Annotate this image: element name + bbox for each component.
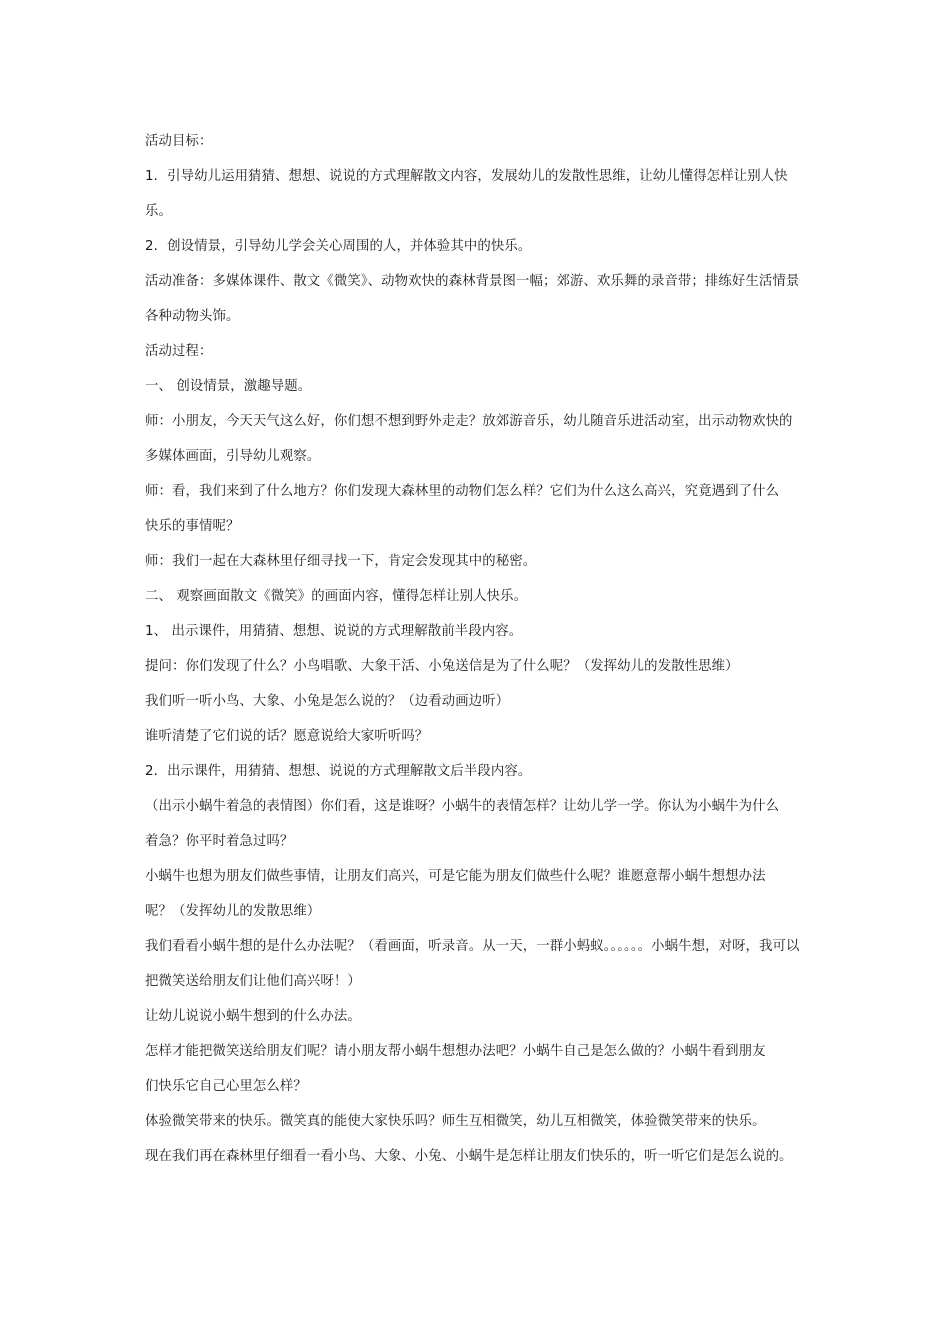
text-line: 2．创设情景，引导幼儿学会关心周围的人，并体验其中的快乐。 [145,239,532,254]
text-line: 各种动物头饰。 [145,309,240,324]
text-line: 我们听一听小鸟、大象、小兔是怎么说的？（边看动画边听） [145,694,510,709]
text-line: 提问：你们发现了什么？小鸟唱歌、大象干活、小兔送信是为了什么呢？（发挥幼儿的发散性思维） [145,659,739,674]
text-line: 乐。 [145,204,172,219]
text-line: 把微笑送给朋友们让他们高兴呀！） [145,974,361,989]
text-line: 一、 创设情景，激趣导题。 [145,379,312,394]
text-line: 1、 出示课件，用猜猜、想想、说说的方式理解散前半段内容。 [145,624,523,639]
text-line: 师：看，我们来到了什么地方？你们发现大森林里的动物们怎么样？它们为什么这么高兴，究竟遇到了什么 [145,484,780,499]
text-line: 活动目标： [145,134,213,149]
text-line: 师：小朋友，今天天气这么好，你们想不想到野外走走？放郊游音乐，幼儿随音乐进活动室，出示动物欢快的 [145,414,793,429]
text-line: 二、 观察画面散文《微笑》的画面内容，懂得怎样让别人快乐。 [145,589,528,604]
text-line: 现在我们再在森林里仔细看一看小鸟、大象、小兔、小蜗牛是怎样让朋友们快乐的，听一听它们是怎么说的。 [145,1149,793,1164]
text-line: 2．出示课件，用猜猜、想想、说说的方式理解散文后半段内容。 [145,764,532,779]
text-line: 我们看看小蜗牛想的是什么办法呢？（看画面，听录音。从一天，一群小蚂蚁。。。。。。小蜗牛想，对呀，我可以 [145,939,800,954]
text-line: （出示小蜗牛着急的表情图）你们看，这是谁呀？小蜗牛的表情怎样？让幼儿学一学。你认为小蜗牛为什么 [145,799,780,814]
text-line: 怎样才能把微笑送给朋友们呢？请小朋友帮小蜗牛想想办法吧？小蜗牛自己是怎么做的？小蜗牛看到朋友 [145,1044,766,1059]
text-line: 小蜗牛也想为朋友们做些事情，让朋友们高兴，可是它能为朋友们做些什么呢？谁愿意帮小蜗牛想想办法 [145,869,766,884]
text-line: 活动过程： [145,344,213,359]
text-line: 多媒体画面，引导幼儿观察。 [145,449,321,464]
text-line: 谁听清楚了它们说的话？愿意说给大家听听吗？ [145,729,429,744]
text-line: 快乐的事情呢？ [145,519,240,534]
text-line: 呢？（发挥幼儿的发散思维） [145,904,321,919]
text-line: 让幼儿说说小蜗牛想到的什么办法。 [145,1009,361,1024]
text-line: 活动准备：多媒体课件、散文《微笑》、动物欢快的森林背景图一幅；郊游、欢乐舞的录音带；排练好生活情景 [145,274,800,289]
text-line: 着急？你平时着急过吗？ [145,834,294,849]
text-line: 1．引导幼儿运用猜猜、想想、说说的方式理解散文内容，发展幼儿的发散性思维，让幼儿懂得怎样让别人快 [145,169,788,184]
document-body [145,124,810,1174]
text-line: 们快乐它自己心里怎么样？ [145,1079,307,1094]
text-line: 体验微笑带来的快乐。微笑真的能使大家快乐吗？师生互相微笑，幼儿互相微笑，体验微笑带来的快乐。 [145,1114,766,1129]
text-line: 师：我们一起在大森林里仔细寻找一下，肯定会发现其中的秘密。 [145,554,537,569]
